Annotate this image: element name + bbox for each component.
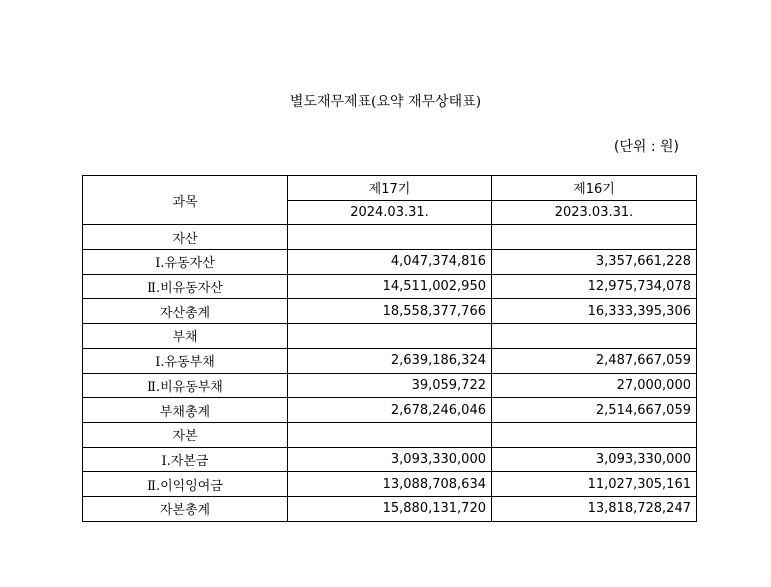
table-row xyxy=(83,496,697,521)
table-row xyxy=(83,274,697,299)
value-current-period: 3,093,330,000 xyxy=(288,447,492,472)
row-label: Ⅰ.유동부채 xyxy=(83,348,288,373)
value-current-period xyxy=(288,422,492,447)
row-label: Ⅱ.비유동자산 xyxy=(83,274,288,299)
document-title: 별도재무제표(요약 재무상태표) xyxy=(289,94,482,110)
row-label: 부채총계 xyxy=(83,398,288,423)
table-row xyxy=(83,324,697,349)
value-previous-period xyxy=(492,422,697,447)
value-current-period: 39,059,722 xyxy=(288,373,492,398)
table-row xyxy=(83,348,697,373)
value-current-period xyxy=(288,225,492,250)
row-label: 부채 xyxy=(83,324,288,349)
table-row xyxy=(83,250,697,275)
row-label: 자본 xyxy=(83,422,288,447)
table-row xyxy=(83,447,697,472)
row-label: 자본총계 xyxy=(83,496,288,521)
value-previous-period: 3,357,661,228 xyxy=(492,250,697,275)
value-previous-period: 2,487,667,059 xyxy=(492,348,697,373)
row-label: Ⅱ.이익잉여금 xyxy=(83,472,288,497)
value-current-period: 13,088,708,634 xyxy=(288,472,492,497)
value-current-period: 2,639,186,324 xyxy=(288,348,492,373)
value-previous-period: 11,027,305,161 xyxy=(492,472,697,497)
row-label: Ⅱ.비유동부채 xyxy=(83,373,288,398)
table-row xyxy=(83,225,697,250)
value-current-period: 18,558,377,766 xyxy=(288,299,492,324)
row-label: Ⅰ.유동자산 xyxy=(83,250,288,275)
value-previous-period: 16,333,395,306 xyxy=(492,299,697,324)
value-current-period xyxy=(288,324,492,349)
table-row xyxy=(83,299,697,324)
table-row xyxy=(83,422,697,447)
period-header-current: 제17기 xyxy=(288,176,492,201)
row-label: 자산 xyxy=(83,225,288,250)
value-previous-period: 3,093,330,000 xyxy=(492,447,697,472)
table-body xyxy=(83,225,697,521)
table-row xyxy=(83,472,697,497)
period-header-previous: 제16기 xyxy=(492,176,697,201)
value-current-period: 4,047,374,816 xyxy=(288,250,492,275)
header-row-periods xyxy=(83,176,697,201)
value-current-period: 14,511,002,950 xyxy=(288,274,492,299)
value-current-period: 2,678,246,046 xyxy=(288,398,492,423)
value-previous-period xyxy=(492,324,697,349)
value-current-period: 15,880,131,720 xyxy=(288,496,492,521)
value-previous-period: 13,818,728,247 xyxy=(492,496,697,521)
table-row xyxy=(83,398,697,423)
date-header-previous: 2023.03.31. xyxy=(492,200,697,225)
table-row xyxy=(83,373,697,398)
table-header xyxy=(83,176,697,225)
balance-sheet-table xyxy=(82,175,697,522)
row-label: 자산총계 xyxy=(83,299,288,324)
account-header: 과목 xyxy=(83,176,288,225)
value-previous-period: 12,975,734,078 xyxy=(492,274,697,299)
value-previous-period: 27,000,000 xyxy=(492,373,697,398)
value-previous-period: 2,514,667,059 xyxy=(492,398,697,423)
date-header-current: 2024.03.31. xyxy=(288,200,492,225)
unit-note: (단위 : 원) xyxy=(613,139,679,155)
row-label: Ⅰ.자본금 xyxy=(83,447,288,472)
value-previous-period xyxy=(492,225,697,250)
